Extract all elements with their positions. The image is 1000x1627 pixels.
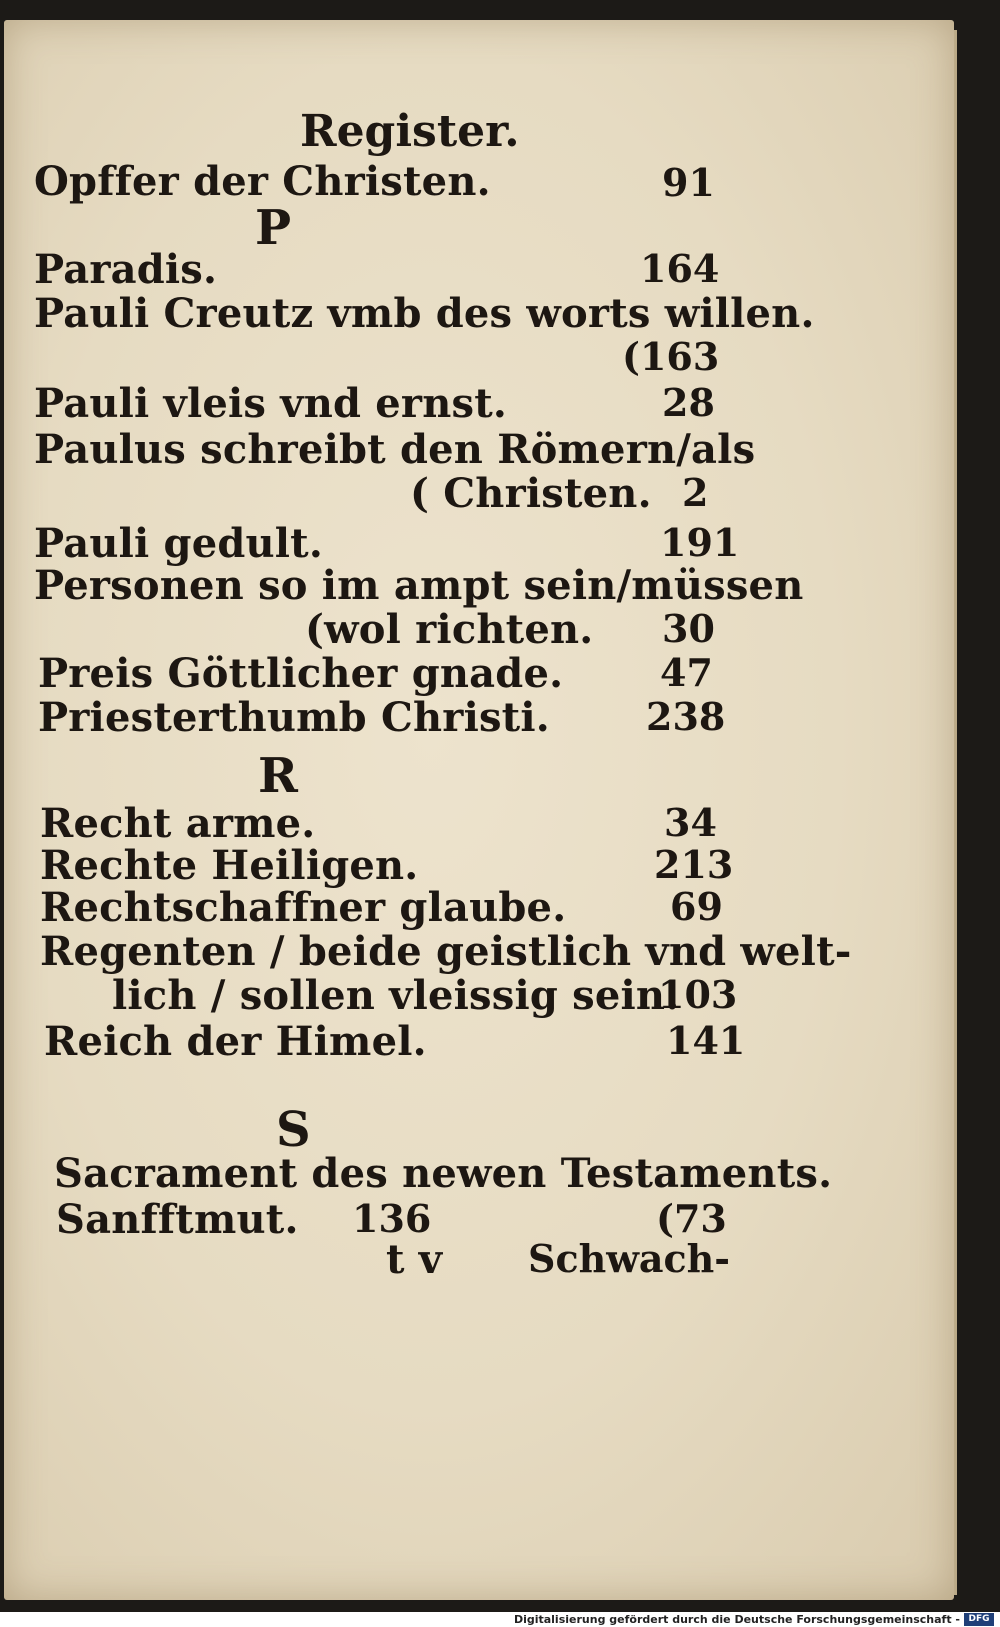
- index-entry: Paulus schreibt den Römern/als: [34, 426, 756, 473]
- dfg-logo: DFG: [964, 1613, 994, 1626]
- page-number: 2: [682, 470, 709, 515]
- page-number: 47: [660, 650, 713, 695]
- page-number: 34: [664, 800, 717, 845]
- page-number: 191: [660, 520, 740, 565]
- index-entry: Pauli vleis vnd ernst.: [34, 380, 507, 427]
- footer-credit: Digitalisierung gefördert durch die Deutsche Forschungsgemeinschaft -: [513, 1613, 960, 1626]
- index-entry: Preis Göttlicher gnade.: [38, 650, 564, 697]
- index-entry: Recht arme.: [40, 800, 316, 847]
- index-entry: Rechte Heiligen.: [40, 842, 419, 889]
- page-number: 30: [662, 606, 715, 651]
- catchword: Schwach-: [528, 1236, 731, 1281]
- index-entry: ( Christen.: [410, 470, 652, 517]
- page-number: 238: [646, 694, 726, 739]
- page-number: 103: [658, 972, 738, 1017]
- section-letter: P: [255, 200, 292, 256]
- index-entry: Opffer der Christen.: [34, 158, 491, 205]
- index-entry: Paradis.: [34, 246, 218, 293]
- page-number: 164: [640, 246, 720, 291]
- index-entry: Regenten / beide geistlich vnd welt-: [40, 928, 852, 975]
- section-letter: R: [258, 748, 298, 804]
- page-number: 136: [352, 1196, 432, 1241]
- page-number: (73: [656, 1196, 727, 1241]
- index-entry: (wol richten.: [305, 606, 594, 653]
- page-number: 69: [670, 884, 723, 929]
- page-number: 28: [662, 380, 715, 425]
- page-number: 213: [654, 842, 734, 887]
- index-entry: Pauli gedult.: [34, 520, 323, 567]
- signature-mark: t v: [386, 1236, 443, 1283]
- page-number: 141: [666, 1018, 746, 1063]
- index-entry: Rechtschaffner glaube.: [40, 884, 567, 931]
- index-entry: Pauli Creutz vmb des worts willen.: [34, 290, 815, 337]
- index-entry: Sacrament des newen Testaments.: [54, 1150, 833, 1197]
- index-entry: Priesterthumb Christi.: [38, 694, 550, 741]
- index-entry: Personen so im ampt sein/müssen: [34, 562, 804, 609]
- section-letter: S: [276, 1102, 311, 1158]
- index-entry: Reich der Himel.: [44, 1018, 427, 1065]
- index-entry: lich / sollen vleissig sein.: [112, 972, 680, 1019]
- page-heading: Register.: [300, 106, 520, 157]
- page-number: 91: [662, 160, 715, 205]
- page-number: (163: [622, 334, 720, 379]
- index-entry: Sanfftmut.: [56, 1196, 299, 1243]
